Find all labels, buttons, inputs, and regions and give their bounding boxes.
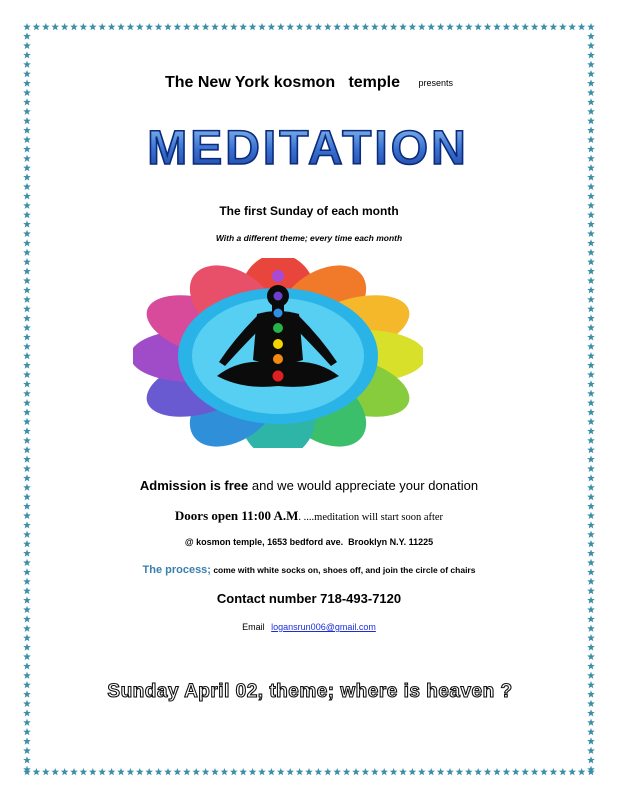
border-star-icon — [127, 23, 135, 30]
border-star-icon — [587, 390, 595, 397]
border-star-icon — [587, 155, 595, 162]
border-star-icon — [23, 361, 31, 368]
border-star-icon — [268, 768, 276, 775]
border-star-icon — [23, 352, 31, 359]
border-star-icon — [23, 418, 31, 425]
border-star-icon — [587, 42, 595, 49]
border-star-icon — [418, 23, 426, 30]
border-star-icon — [587, 164, 595, 171]
border-star-icon — [587, 455, 595, 462]
border-star-icon — [23, 681, 31, 688]
border-star-icon — [531, 768, 539, 775]
border-star-icon — [587, 277, 595, 284]
border-star-icon — [23, 51, 31, 58]
border-star-icon — [521, 768, 529, 775]
border-star-icon — [89, 23, 97, 30]
border-star-icon — [23, 145, 31, 152]
border-star-icon — [352, 768, 360, 775]
process-body: come with white socks on, shoes off, and join the circle of chairs — [210, 565, 476, 575]
border-star-icon — [578, 768, 586, 775]
border-star-icon — [587, 324, 595, 331]
border-star-icon — [23, 690, 31, 697]
border-star-icon — [183, 23, 191, 30]
border-star-icon — [371, 23, 379, 30]
border-star-icon — [587, 747, 595, 754]
border-star-icon — [249, 23, 257, 30]
email-line — [0, 622, 618, 632]
presents-label: presents — [418, 77, 453, 88]
meditation-title — [118, 118, 498, 174]
border-star-icon — [587, 437, 595, 444]
border-star-icon — [23, 455, 31, 462]
border-star-icon — [98, 768, 106, 775]
border-star-icon — [117, 768, 125, 775]
border-star-icon — [418, 768, 426, 775]
border-star-icon — [587, 371, 595, 378]
process-text — [0, 564, 618, 576]
border-star-icon — [371, 768, 379, 775]
border-star-icon — [465, 23, 473, 30]
border-star-icon — [587, 756, 595, 763]
border-star-icon — [23, 155, 31, 162]
border-star-icon — [23, 42, 31, 49]
border-star-icon — [23, 427, 31, 434]
border-star-icon — [23, 578, 31, 585]
border-star-icon — [23, 380, 31, 387]
border-star-icon — [249, 768, 257, 775]
border-star-icon — [23, 333, 31, 340]
border-star-icon — [23, 249, 31, 256]
border-star-icon — [493, 768, 501, 775]
border-star-icon — [531, 23, 539, 30]
border-star-icon — [23, 220, 31, 227]
border-star-icon — [305, 23, 313, 30]
doors-bold: Doors open 11:00 A.M — [174, 508, 299, 523]
border-star-icon — [587, 399, 595, 406]
border-star-icon — [587, 578, 595, 585]
border-star-icon — [89, 768, 97, 775]
border-star-icon — [211, 768, 219, 775]
border-star-icon — [446, 23, 454, 30]
border-star-icon — [343, 23, 351, 30]
admission-rest: and we would appreciate your donation — [248, 478, 479, 493]
border-star-icon — [587, 286, 595, 293]
border-star-icon — [23, 493, 31, 500]
border-star-icon — [587, 305, 595, 312]
border-star-icon — [587, 690, 595, 697]
border-star-icon — [23, 343, 31, 350]
border-star-icon — [202, 768, 210, 775]
border-star-icon — [587, 728, 595, 735]
border-star-icon — [23, 277, 31, 284]
border-star-icon — [23, 32, 31, 39]
email-link[interactable]: logansrun006@gmail.com — [271, 622, 376, 632]
border-star-icon — [587, 51, 595, 58]
border-star-icon — [42, 23, 50, 30]
border-star-icon — [587, 23, 595, 30]
theme-note: With a different theme; every time each month — [215, 233, 403, 243]
border-star-icon — [296, 23, 304, 30]
border-star-icon — [474, 23, 482, 30]
border-star-icon — [324, 23, 332, 30]
border-star-icon — [136, 768, 144, 775]
border-star-icon — [587, 183, 595, 190]
border-star-icon — [587, 61, 595, 68]
border-star-icon — [211, 23, 219, 30]
border-star-icon — [239, 768, 247, 775]
border-star-icon — [587, 408, 595, 415]
border-star-icon — [587, 719, 595, 726]
border-star-icon — [587, 380, 595, 387]
presenter-line — [0, 74, 618, 92]
border-star-icon — [409, 23, 417, 30]
border-star-icon — [164, 23, 172, 30]
doors-rest: . ....meditation will start soon after — [298, 512, 444, 523]
border-star-icon — [380, 768, 388, 775]
email-label: Email — [242, 622, 265, 632]
border-star-icon — [23, 747, 31, 754]
border-star-icon — [23, 634, 31, 641]
border-star-icon — [333, 23, 341, 30]
border-star-icon — [164, 768, 172, 775]
border-star-icon — [587, 634, 595, 641]
border-star-icon — [23, 737, 31, 744]
border-star-icon — [23, 662, 31, 669]
border-star-icon — [343, 768, 351, 775]
border-star-icon — [587, 549, 595, 556]
border-star-icon — [587, 333, 595, 340]
title-text: MEDITATION — [147, 122, 469, 174]
border-star-icon — [23, 756, 31, 763]
border-star-icon — [23, 437, 31, 444]
border-star-icon — [362, 23, 370, 30]
border-star-icon — [296, 768, 304, 775]
border-star-icon — [550, 23, 558, 30]
border-star-icon — [484, 768, 492, 775]
border-star-icon — [23, 258, 31, 265]
border-star-icon — [587, 192, 595, 199]
border-star-icon — [587, 493, 595, 500]
border-star-icon — [23, 719, 31, 726]
border-star-icon — [221, 768, 229, 775]
border-star-icon — [324, 768, 332, 775]
address-text: @ kosmon temple, 1653 bedford ave. Brooklyn N.Y. 11225 — [184, 537, 434, 547]
border-star-icon — [587, 343, 595, 350]
border-star-icon — [174, 23, 182, 30]
border-star-icon — [70, 23, 78, 30]
border-star-icon — [117, 23, 125, 30]
border-star-icon — [23, 286, 31, 293]
border-star-icon — [456, 768, 464, 775]
border-star-icon — [587, 98, 595, 105]
border-star-icon — [503, 23, 511, 30]
border-star-icon — [145, 23, 153, 30]
border-star-icon — [23, 653, 31, 660]
border-star-icon — [587, 427, 595, 434]
border-star-icon — [23, 192, 31, 199]
border-star-icon — [23, 164, 31, 171]
border-star-icon — [587, 220, 595, 227]
border-star-icon — [136, 23, 144, 30]
border-star-icon — [23, 61, 31, 68]
border-star-icon — [587, 465, 595, 472]
border-star-icon — [202, 23, 210, 30]
border-star-icon — [23, 728, 31, 735]
border-star-icon — [587, 662, 595, 669]
border-star-icon — [239, 23, 247, 30]
border-star-icon — [230, 768, 238, 775]
border-star-icon — [587, 352, 595, 359]
border-star-icon — [474, 768, 482, 775]
border-star-icon — [380, 23, 388, 30]
border-star-icon — [33, 768, 41, 775]
border-star-icon — [155, 23, 163, 30]
border-star-icon — [305, 768, 313, 775]
border-star-icon — [456, 23, 464, 30]
border-star-icon — [587, 173, 595, 180]
border-star-icon — [23, 23, 31, 30]
process-label: The process; — [142, 564, 211, 576]
border-star-icon — [399, 23, 407, 30]
border-star-icon — [23, 305, 31, 312]
border-star-icon — [568, 768, 576, 775]
border-star-icon — [587, 700, 595, 707]
border-star-icon — [550, 768, 558, 775]
border-star-icon — [587, 249, 595, 256]
border-star-icon — [578, 23, 586, 30]
border-star-icon — [512, 768, 520, 775]
border-star-icon — [155, 768, 163, 775]
border-star-icon — [23, 296, 31, 303]
border-star-icon — [108, 768, 116, 775]
border-star-icon — [23, 643, 31, 650]
border-star-icon — [587, 653, 595, 660]
border-star-icon — [23, 98, 31, 105]
border-star-icon — [587, 108, 595, 115]
border-star-icon — [70, 768, 78, 775]
border-star-icon — [390, 23, 398, 30]
border-star-icon — [512, 23, 520, 30]
border-star-icon — [315, 23, 323, 30]
border-star-icon — [42, 768, 50, 775]
border-star-icon — [587, 117, 595, 124]
border-star-icon — [108, 23, 116, 30]
border-star-icon — [23, 465, 31, 472]
border-star-icon — [587, 446, 595, 453]
admission-text — [0, 478, 618, 493]
border-star-icon — [23, 446, 31, 453]
border-star-icon — [286, 23, 294, 30]
admission-bold: Admission is free — [139, 478, 249, 493]
border-star-icon — [98, 23, 106, 30]
border-star-icon — [23, 126, 31, 133]
border-star-icon — [587, 267, 595, 274]
border-star-icon — [503, 768, 511, 775]
border-star-icon — [315, 768, 323, 775]
border-star-icon — [51, 768, 59, 775]
meditation-chakra-image — [133, 258, 423, 448]
border-star-icon — [587, 296, 595, 303]
border-star-icon — [23, 324, 31, 331]
border-star-icon — [333, 768, 341, 775]
border-star-icon — [587, 136, 595, 143]
border-star-icon — [568, 23, 576, 30]
border-star-icon — [23, 173, 31, 180]
presenter-name: The New York kosmon temple — [164, 74, 401, 91]
border-star-icon — [23, 700, 31, 707]
border-star-icon — [587, 314, 595, 321]
border-star-icon — [127, 768, 135, 775]
border-star-icon — [390, 768, 398, 775]
border-star-icon — [23, 390, 31, 397]
border-star-icon — [80, 23, 88, 30]
closing-text: Sunday April 02, theme; where is heaven ? — [107, 681, 513, 702]
border-star-icon — [80, 768, 88, 775]
schedule-text: The first Sunday of each month — [219, 204, 399, 218]
border-star-icon — [61, 768, 69, 775]
border-star-icon — [23, 672, 31, 679]
border-star-icon — [587, 258, 595, 265]
border-star-icon — [587, 32, 595, 39]
border-star-icon — [221, 23, 229, 30]
border-star-icon — [399, 768, 407, 775]
closing-line — [70, 672, 550, 706]
border-star-icon — [587, 606, 595, 613]
border-star-icon — [192, 23, 200, 30]
border-star-icon — [192, 768, 200, 775]
border-star-icon — [23, 549, 31, 556]
border-star-icon — [587, 418, 595, 425]
border-star-icon — [587, 681, 595, 688]
border-star-icon — [409, 768, 417, 775]
border-star-icon — [23, 117, 31, 124]
border-star-icon — [51, 23, 59, 30]
border-star-icon — [23, 709, 31, 716]
border-star-icon — [183, 768, 191, 775]
border-star-icon — [286, 768, 294, 775]
border-star-icon — [587, 737, 595, 744]
border-star-icon — [540, 768, 548, 775]
contact-number: Contact number 718-493-7120 — [216, 591, 402, 606]
border-star-icon — [437, 23, 445, 30]
border-star-icon — [559, 768, 567, 775]
border-star-icon — [587, 126, 595, 133]
border-star-icon — [437, 768, 445, 775]
border-star-icon — [427, 768, 435, 775]
border-star-icon — [33, 23, 41, 30]
border-star-icon — [587, 145, 595, 152]
border-star-icon — [145, 768, 153, 775]
border-star-icon — [587, 361, 595, 368]
border-star-icon — [587, 672, 595, 679]
border-star-icon — [23, 408, 31, 415]
border-star-icon — [540, 23, 548, 30]
border-star-icon — [23, 183, 31, 190]
doors-text — [0, 508, 618, 524]
border-star-icon — [23, 606, 31, 613]
border-star-icon — [465, 768, 473, 775]
border-star-icon — [61, 23, 69, 30]
border-star-icon — [559, 23, 567, 30]
border-star-icon — [23, 314, 31, 321]
border-star-icon — [484, 23, 492, 30]
border-star-icon — [174, 768, 182, 775]
border-star-icon — [352, 23, 360, 30]
border-star-icon — [493, 23, 501, 30]
border-star-icon — [23, 399, 31, 406]
border-star-icon — [277, 768, 285, 775]
border-star-icon — [258, 768, 266, 775]
border-star-icon — [427, 23, 435, 30]
border-star-icon — [23, 108, 31, 115]
border-star-icon — [277, 23, 285, 30]
border-star-icon — [587, 709, 595, 716]
border-star-icon — [268, 23, 276, 30]
border-star-icon — [258, 23, 266, 30]
border-star-icon — [230, 23, 238, 30]
border-star-icon — [23, 371, 31, 378]
border-star-icon — [362, 768, 370, 775]
border-star-icon — [587, 643, 595, 650]
border-star-icon — [23, 267, 31, 274]
border-star-icon — [521, 23, 529, 30]
border-star-icon — [446, 768, 454, 775]
border-star-icon — [23, 136, 31, 143]
